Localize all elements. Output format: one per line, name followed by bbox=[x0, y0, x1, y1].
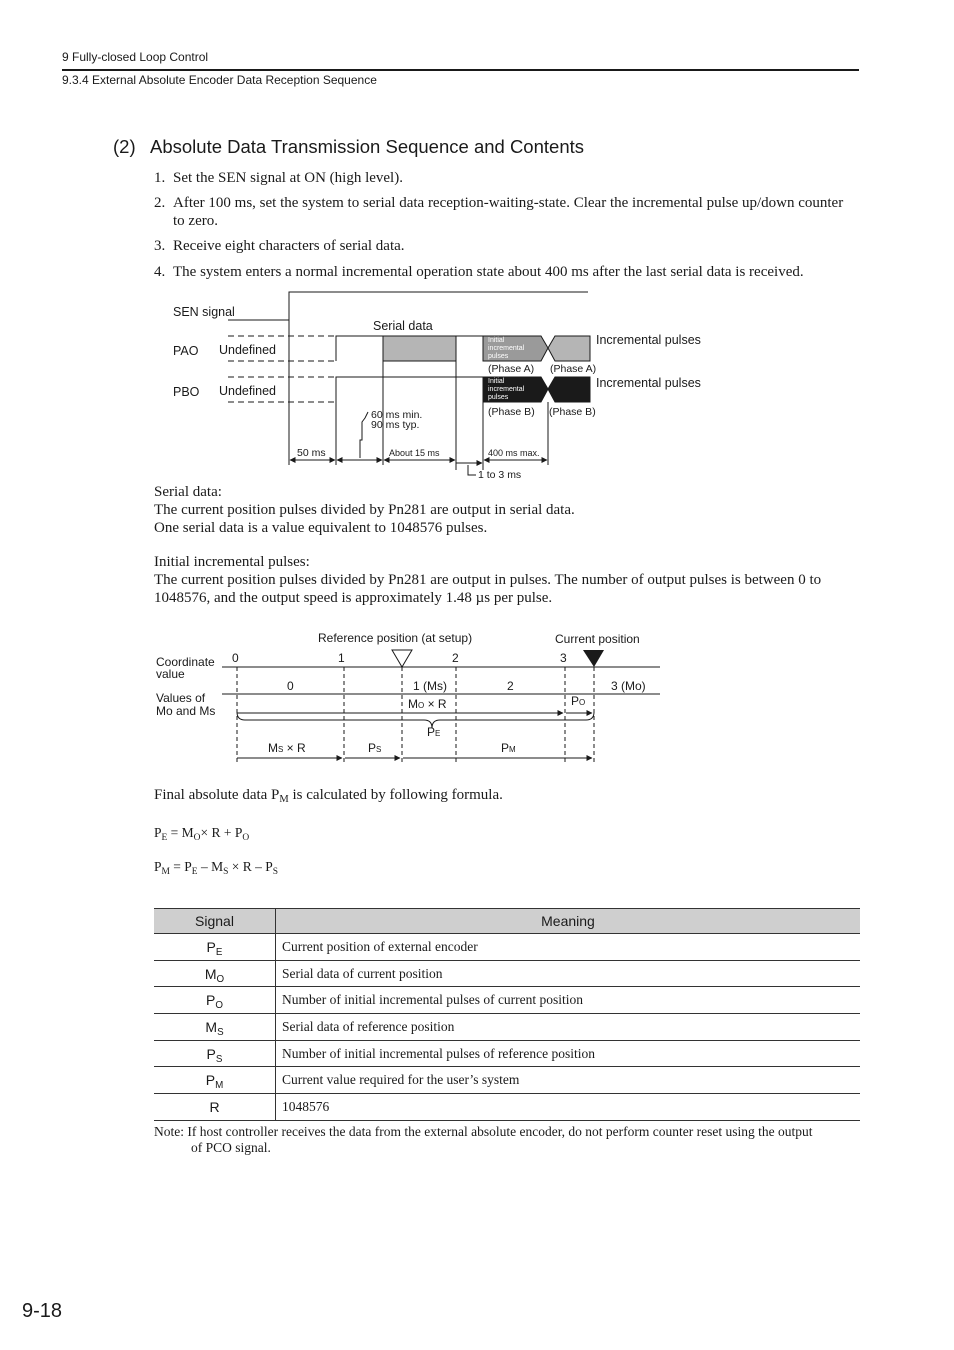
step-text: Receive eight characters of serial data. bbox=[173, 238, 405, 254]
table-row bbox=[154, 960, 860, 987]
note-line: Note: If host controller receives the data from the external absolute encoder, do not perform counter reset using the output bbox=[154, 1124, 813, 1139]
note-line: of PCO signal. bbox=[191, 1140, 271, 1155]
page-number: 9-18 bbox=[22, 1300, 63, 1322]
table-row bbox=[154, 1067, 860, 1094]
leader-1-3ms bbox=[468, 465, 476, 475]
label-90ms: 90 ms typ. bbox=[371, 419, 420, 431]
step-number: 3. bbox=[154, 238, 166, 254]
signal-cell: $M_O$ bbox=[154, 960, 276, 987]
step-number: 4. bbox=[154, 264, 166, 280]
reference-position-label: Reference position (at setup) bbox=[318, 631, 473, 645]
formula-pe: $P_E = M_O\times R + P_O$ bbox=[154, 825, 250, 843]
serial-desc-heading: Serial data: bbox=[154, 484, 222, 500]
pbo-undefined: Undefined bbox=[219, 384, 276, 398]
pulse-desc-line: The current position pulses divided by Pn281 are output in pulses. The number of output pulses is between 0 to 1048576, and the output speed is approximately 1.48 µs per pulse. bbox=[154, 572, 822, 606]
bracket-60-90 bbox=[360, 412, 368, 458]
po-label: PO bbox=[571, 694, 586, 708]
step-number: 2. bbox=[154, 195, 166, 211]
serial-data-label: Serial data bbox=[373, 319, 433, 333]
table-row bbox=[154, 1094, 860, 1121]
formula-pm: $P_M = P_E - M_S \times R - P_S$ bbox=[154, 859, 278, 877]
label-60ms: 60 ms min. bbox=[371, 409, 423, 421]
values-label-l2: Mo and Ms bbox=[156, 704, 216, 718]
serial-desc-line: One serial data is a value equivalent to 1048576 pulses. bbox=[154, 520, 488, 536]
table-row bbox=[154, 1014, 860, 1041]
step-number: 1. bbox=[154, 170, 166, 186]
initial-pulses-description bbox=[154, 553, 859, 607]
formula-intro: Final absolute data $P_M$ is calculated by following formula. bbox=[154, 787, 503, 805]
values-label-l1: Values of bbox=[156, 691, 206, 705]
section-title: (2) Absolute Data Transmission Sequence and Contents bbox=[113, 136, 584, 157]
label-400ms: 400 ms max. bbox=[488, 448, 540, 458]
header-rule bbox=[62, 69, 859, 71]
pao-phase-a-left: (Phase A) bbox=[488, 363, 535, 375]
header-signal: Signal bbox=[154, 909, 276, 934]
msr-label: MS × R bbox=[268, 741, 306, 755]
meaning-cell: Current position of external encoder bbox=[276, 934, 861, 961]
note bbox=[154, 1124, 859, 1156]
serial-desc-line: The current position pulses divided by Pn281 are output in serial data. bbox=[154, 502, 575, 518]
pbo-initial-l3: pulses bbox=[488, 394, 509, 401]
reference-marker bbox=[392, 650, 412, 667]
table-header-row bbox=[154, 909, 860, 934]
mor-label: MO × R bbox=[408, 697, 447, 711]
table-row bbox=[154, 934, 860, 961]
header-meaning: Meaning bbox=[276, 909, 861, 934]
signal-cell: R bbox=[154, 1094, 276, 1121]
running-header-chapter: 9 Fully-closed Loop Control bbox=[62, 50, 209, 64]
pao-initial-l1: Initial bbox=[488, 337, 505, 344]
pbo-level bbox=[336, 377, 483, 402]
meaning-cell: Current value required for the user’s system bbox=[276, 1067, 861, 1094]
ps-label: PS bbox=[368, 741, 382, 755]
signal-cell: $P_M$ bbox=[154, 1067, 276, 1094]
label-15ms: About 15 ms bbox=[389, 448, 440, 458]
sen-signal-label: SEN signal bbox=[173, 305, 235, 319]
pbo-initial-l2: incremental bbox=[488, 386, 525, 393]
pao-incremental-label: Incremental pulses bbox=[596, 333, 701, 347]
pao-phase-a-right: (Phase A) bbox=[550, 363, 597, 375]
position-diagram bbox=[0, 625, 954, 770]
signal-cell: $P_S$ bbox=[154, 1040, 276, 1067]
signal-table bbox=[154, 908, 860, 1121]
pbo-incremental bbox=[548, 377, 590, 402]
pbo-incremental-label: Incremental pulses bbox=[596, 376, 701, 390]
pao-label: PAO bbox=[173, 344, 199, 358]
step-text: Set the SEN signal at ON (high level). bbox=[173, 170, 403, 186]
label-50ms: 50 ms bbox=[297, 447, 326, 459]
serial-data-description bbox=[154, 483, 859, 537]
serial-data-block bbox=[383, 336, 456, 361]
coord-tick-2: 2 bbox=[452, 651, 459, 665]
pulse-desc-heading: Initial incremental pulses: bbox=[154, 554, 310, 570]
meaning-cell: Serial data of reference position bbox=[276, 1014, 861, 1041]
coord-tick-3: 3 bbox=[560, 651, 567, 665]
meaning-cell: 1048576 bbox=[276, 1094, 861, 1121]
signal-cell: $M_S$ bbox=[154, 1014, 276, 1041]
coordinate-label-l1: Coordinate bbox=[156, 655, 215, 669]
pm-label: PM bbox=[501, 741, 516, 755]
meaning-cell: Number of initial incremental pulses of current position bbox=[276, 987, 861, 1014]
step-text: The system enters a normal incremental operation state about 400 ms after the last serial data is received. bbox=[173, 264, 804, 280]
pbo-label: PBO bbox=[173, 385, 200, 399]
meaning-cell: Serial data of current position bbox=[276, 960, 861, 987]
sen-waveform bbox=[228, 292, 588, 320]
step-text: After 100 ms, set the system to serial data reception-waiting-state. Clear the incremental pulse up/down counter to zero. bbox=[173, 195, 844, 229]
signal-cell: $P_E$ bbox=[154, 934, 276, 961]
value-1ms: 1 (Ms) bbox=[413, 679, 447, 693]
coord-tick-1: 1 bbox=[338, 651, 345, 665]
pbo-phase-b-left: (Phase B) bbox=[488, 406, 535, 418]
pe-brace bbox=[237, 712, 594, 728]
meaning-cell: Number of initial incremental pulses of reference position bbox=[276, 1040, 861, 1067]
current-position-label: Current position bbox=[555, 632, 640, 646]
coord-tick-0: 0 bbox=[232, 651, 239, 665]
pbo-phase-b-right: (Phase B) bbox=[549, 406, 596, 418]
pao-level bbox=[336, 336, 383, 361]
pao-initial-l3: pulses bbox=[488, 353, 509, 360]
label-1-3ms: 1 to 3 ms bbox=[478, 469, 522, 481]
signal-cell: $P_O$ bbox=[154, 987, 276, 1014]
table-row bbox=[154, 1040, 860, 1067]
table-row bbox=[154, 987, 860, 1014]
pbo-initial-l1: Initial bbox=[488, 378, 505, 385]
pao-incremental bbox=[548, 336, 590, 361]
coordinate-label-l2: value bbox=[156, 667, 185, 681]
value-2: 2 bbox=[507, 679, 514, 693]
running-header-section: 9.3.4 External Absolute Encoder Data Reception Sequence bbox=[62, 73, 377, 87]
timing-diagram bbox=[0, 280, 954, 490]
value-0: 0 bbox=[287, 679, 294, 693]
current-position-marker bbox=[583, 650, 604, 667]
pao-initial-l2: incremental bbox=[488, 345, 525, 352]
value-3mo: 3 (Mo) bbox=[611, 679, 646, 693]
pao-undefined: Undefined bbox=[219, 343, 276, 357]
pe-label: PE bbox=[427, 725, 441, 739]
